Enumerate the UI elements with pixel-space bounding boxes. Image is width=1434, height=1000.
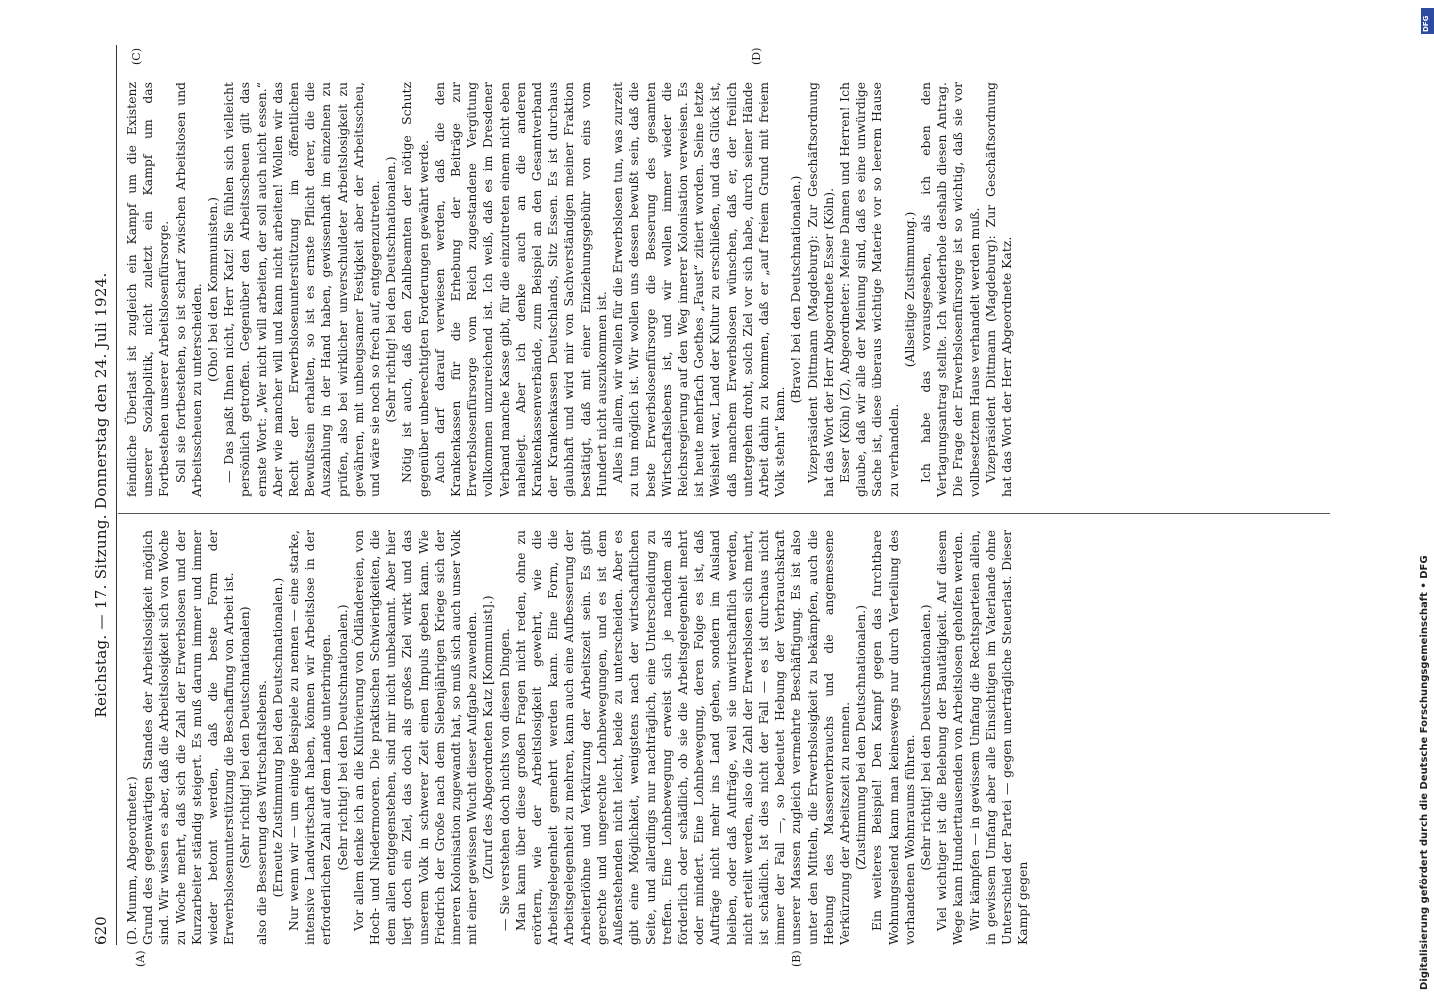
paragraph: Nötig ist auch, daß den Zahlbeamten der nötige Schutz gegenüber unberechtigten Forderungen gewährt werde. <box>399 82 431 497</box>
interjection: (Bravo! bei den Deutschnationalen.) <box>788 175 804 404</box>
header-rule <box>116 45 117 945</box>
interjection: (Sehr richtig! bei den Deutschnationalen.) <box>917 604 933 871</box>
left-column <box>124 530 1330 945</box>
speaker-paragraph: Esser (Köln) (Z), Abgeordneter: Meine Damen und Herren! Ich glaube, daß wir alle der Meinung sind, daß es eine unwürdige Sache ist, diese überaus wichtige Materie vor so leerem Hause zu verhandeln. <box>836 82 901 497</box>
paragraph: — Das paßt Ihnen nicht, Herr Katz! Sie fühlen sich vielleicht persönlich getroffen. Gegenüber den Arbeitsscheuen gilt das ernste Wort: „Wer nicht will arbeiten, der soll auch nicht essen.“ Aber wie mancher will und kann nicht arbeiten! Wollen wir das Recht der Erwerbslosenunterstützung im öffentlichen Bewußtsein erhalten, so ist es ernste Pflicht derer, die die Auszahlung in der Hand haben, gewissenhaft im einzelnen zu prüfen, also bei wirklicher unverschuldeter Arbeitslosigkeit zu gewähren, mit unbeugsamer Festigkeit aber der Arbeitsscheu, und wäre sie noch so frech auf, entgegenzutreten. <box>221 82 383 497</box>
paragraph: — Sie verstehen doch nichts von diesen Dingen. <box>496 628 512 931</box>
paragraph: Man kann über diese großen Fragen nicht reden, ohne zu erörtern, wie der Arbeitslosigkeit gewehrt, wie die Arbeitsgelegenheit gemehrt werden kann. Eine Form, die Arbeitsgelegenheit zu mehren, kann auch eine Aufbesserung der Arbeiterlöhne und Verkürzung der Arbeitszeit sein. Es gibt gerechte und ungerechte Lohnbewegungen, und es ist dem Außenstehenden nicht leicht, beide zu unterscheiden. Aber es gibt eine Möglichkeit, wenigstens nach der wirtschaftlichen Seite, und allerdings nur nachträglich, eine Unterscheidung zu treffen. Eine Lohnbewegung erweist sich je nachdem als förderlich oder schädlich, ob sie die Arbeitsgelegenheit mehrt oder mindert. Eine Lohnbewegung, deren Folge es ist, daß Aufträge nicht mehr ins Land gehen, sondern im Ausland bleiben, oder daß Aufträge, weil sie unwirtschaftlich werden, nicht erteilt werden, also die Zahl der Erwerbslosen sich mehrt, ist schädlich. Ist dies nicht der Fall — es ist durchaus nicht immer der Fall —, so bedeutet Hebung der Verbrauchskraft unserer Massen zugleich vermehrte Beschäftigung. Es ist also unter den Mitteln, die Erwerbslosigkeit zu bekämpfen, auch die Hebung des Massenverbrauchs und die angemessene Verkürzung der Arbeitszeit zu nennen. <box>512 530 852 945</box>
margin-mark-a: (A) <box>134 950 147 967</box>
running-title: Reichstag. — 17. Sitzung. Donnerstag den 24. Juli 1924. <box>92 272 110 718</box>
paragraph: also die Besserung des Wirtschaftslebens. <box>253 680 269 945</box>
paragraph: Ein weiteres Beispiel! Den Kampf gegen das furchtbare Wohnungselend kann man keineswegs nur durch Verteilung des vorhandenen Wohnraums führen. <box>869 530 917 945</box>
paragraph: Vor allem denke ich an die Kultivierung von Ödländereien, von Hoch- und Niedermooren. Die praktischen Schwierigkeiten, die dem allen entgegenstehen, sind mir nicht unbekannt. Aber hier liegt doch ein Ziel, das doch als großes Ziel wirkt und das unserem Volk in schwerer Zeit einen Impuls geben kann. Wie Friedrich der Große nach dem Siebenjährigen Kriege sich der inneren Kolonisation zugewandt hat, so muß sich auch unser Volk mit einer gewissen Wucht dieser Aufgabe zuwenden. <box>350 530 480 945</box>
margin-mark-b: (B) <box>790 950 803 967</box>
paragraph: Grund des gegenwärtigen Standes der Arbeitslosigkeit möglich sind. Wir wissen es aber, daß die Arbeitslosigkeit sich von Woche zu Woche mehrt, daß sich die Zahl der Erwerbslosen und der Kurzarbeiter ständig steigert. Es muß darum immer und immer wieder betont werden, daß die beste Form der Erwerbslosenunterstützung die Beschaffung von Arbeit ist. <box>140 530 237 945</box>
paragraph: Alles in allem, wir wollen für die Erwerbslosen tun, was zurzeit zu tun möglich ist. Wir wollen uns dessen bewußt sein, daß die beste Erwerbslosenfürsorge die Besserung des gesamten Wirtschaftslebens ist, und wir wollen immer wieder die Reichsregierung auf den Weg innerer Kolonisation verweisen. Es ist heute mehrfach Goethes „Faust“ zitiert worden. Seine letzte Weisheit war, Land der Kultur zu erschließen, und das Glück ist, daß manchem Erwerbslosen wünschen, daß er, der freilich untergehen droht, solch Ziel vor sich habe, durch seiner Hände Arbeit dahin zu kommen, daß er „auf freiem Grund mit freiem Volk stehn“ kann. <box>610 82 788 497</box>
paragraph: Nur wenn wir — um einige Beispiele zu nennen — eine starke, intensive Landwirtschaft haben, können wir Arbeitslose in der erforderlichen Zahl auf dem Lande unterbringen. <box>286 530 334 945</box>
interjection: (Zustimmung bei den Deutschnationalen.) <box>853 604 869 871</box>
paragraph: Wir kämpfen — in gewissem Umfang die Rechtsparteien allein, in gewissem Umfang aber alle Einsichtigen im Vaterlande ohne Unterschied der Partei — gegen unerträgliche Steuerlast. Dieser Kampf gegen <box>966 530 1031 945</box>
digitization-note: Digitalisierung gefördert durch die Deutsche Forschungsgemeinschaft • DFG <box>1419 555 1430 990</box>
speaker-line: (D. Mumm, Abgeordneter.) <box>124 776 139 945</box>
speaker-paragraph: Vizepräsident Dittmann (Magdeburg): Zur Geschäftsordnung hat das Wort der Herr Abgeordnete Esser (Köln). <box>804 82 836 497</box>
dfg-logo: DFG <box>1421 8 1434 34</box>
interjection: (Sehr richtig! bei den Deutschnationalen) <box>237 606 253 869</box>
interjection: (Zuruf des Abgeordneten Katz [Kommunist].) <box>480 595 496 880</box>
interjection: (Oho! bei den Kommunisten.) <box>205 197 221 382</box>
paragraph: Soll sie fortbestehen, so ist scharf zwischen Arbeitslosen und Arbeitsscheuen zu unterscheiden. <box>172 82 204 497</box>
paragraph: Ich habe das vorausgesehen, als ich eben den Vertagungsantrag stellte. Ich wiederhole deshalb diesen Antrag. Die Frage der Erwerbslosenfürsorge ist so wichtig, daß sie vor vollbesetztem Hause verhandelt werden muß. <box>917 82 982 497</box>
interjection: (Allseitige Zustimmung.) <box>901 211 917 368</box>
margin-mark-d: (D) <box>750 47 763 65</box>
running-header <box>90 45 114 945</box>
margin-mark-c: (C) <box>130 48 143 65</box>
paragraph: feindliche Überlast ist zugleich ein Kampf um die Existenz unserer Sozialpolitik, nicht zuletzt ein Kampf um das Fortbestehen unserer Arbeitslosenfürsorge. <box>124 82 172 497</box>
paragraph: Viel wichtiger ist die Belebung der Bautätigkeit. Auf diesem Wege kann Hunderttausenden von Arbeitslosen geholfen werden. <box>934 530 966 945</box>
interjection: (Sehr richtig! bei den Deutschnationalen.) <box>334 604 350 871</box>
interjection: (Erneute Zustimmung bei den Deutschnationalen.) <box>269 577 285 898</box>
speaker-paragraph: Vizepräsident Dittmann (Magdeburg): Zur Geschäftsordnung hat das Wort der Herr Abgeordnete Katz. <box>982 82 1014 497</box>
page-number: 620 <box>92 916 110 945</box>
paragraph: Auch darf darauf verwiesen werden, daß die den Krankenkassen für die Erhebung der Beiträge zur Erwerbslosenfürsorge vom Reich zugestandene Vergütung vollkommen unzureichend ist. Ich weiß, daß es im Dresdener Verband manche Kasse gibt, für die einzutreten einem nicht eben naheliegt. Aber ich denke auch an die anderen Krankenkassenverbände, zum Beispiel an den Gesamtverband der Krankenkassen Deutschlands, Sitz Essen. Es ist durchaus glaubhaft und wird mir von Sachverständigen meiner Fraktion bestätigt, daß mit einer Einziehungsgebühr von eins vom Hundert nicht auszukommen ist. <box>431 82 609 497</box>
rotated-page <box>90 45 1330 967</box>
right-column <box>124 82 1330 497</box>
column-divider <box>118 513 1330 514</box>
interjection: (Sehr richtig! bei den Deutschnationalen.) <box>383 156 399 423</box>
